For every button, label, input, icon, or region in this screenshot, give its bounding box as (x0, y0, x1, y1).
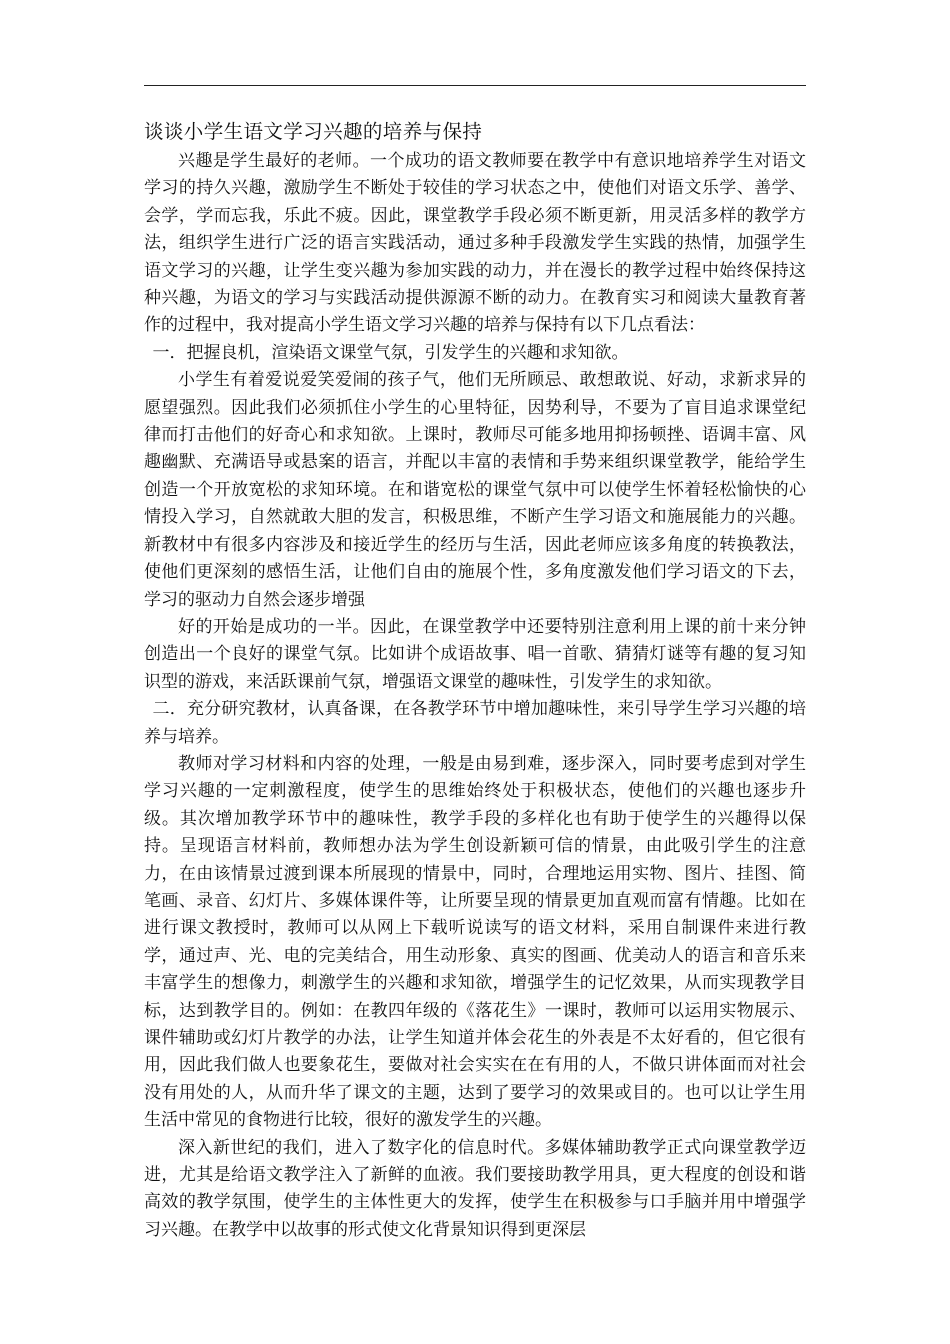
section-2-paragraph-1: 教师对学习材料和内容的处理，一般是由易到难，逐步深入，同时要考虑到对学生学习兴趣的一定刺激程度，使学生的思维始终处于积极状态，使他们的兴趣也逐步升级。其次增加教学环节中的趣味性，教学手段的多样化也有助于使学生的兴趣得以保持。呈现语言材料前，教师想办法为学生创设新颖可信的情景，由此吸引学生的注意力，在由该情景过渡到课本所展现的情景中，同时，合理地运用实物、图片、挂图、简笔画、录音、幻灯片、多媒体课件等，让所要呈现的情景更加直观而富有情趣。比如在进行课文教授时，教师可以从网上下载听说读写的语文材料，采用自制课件来进行教学，通过声、光、电的完美结合，用生动形象、真实的图画、优美动人的语言和音乐来丰富学生的想像力，刺激学生的兴趣和求知欲，增强学生的记忆效果，从而实现教学目标，达到教学目的。例如：在教四年级的《落花生》一课时，教师可以运用实物展示、课件辅助或幻灯片教学的办法，让学生知道并体会花生的外表是不太好看的，但它很有用，因此我们做人也要象花生，要做对社会实实在在有用的人，不做只讲体面而对社会没有用处的人，从而升华了课文的主题，达到了要学习的效果或目的。也可以让学生用生活中常见的食物进行比较，很好的激发学生的兴趣。 (144, 753, 806, 1131)
header-rule (144, 85, 806, 86)
section-heading-1: 一．把握良机，渲染语文课堂气氛，引发学生的兴趣和求知欲。 (152, 342, 629, 363)
section-1-paragraph-1: 小学生有着爱说爱笑爱闹的孩子气，他们无所顾忌、敢想敢说、好动，求新求异的愿望强烈。因此我们必须抓住小学生的心里特征，因势利导，不要为了盲目追求课堂纪律而打击他们的好奇心和求知欲。上课时，教师尽可能多地用抑扬顿挫、语调丰富、风趣幽默、充满语导或悬案的语言，并配以丰富的表情和手势来组织课堂教学，能给学生创造一个开放宽松的求知环境。在和谐宽松的课堂气氛中可以使学生怀着轻松愉快的心情投入学习，自然就敢大胆的发言，积极思维，不断产生学习语文和施展能力的兴趣。新教材中有很多内容涉及和接近学生的经历与生活，因此老师应该多角度的转换教法，使他们更深刻的感悟生活，让他们自由的施展个性，多角度激发他们学习语文的下去，学习的驱动力自然会逐步增强 (144, 370, 806, 610)
document-title: 谈谈小学生语文学习兴趣的培养与保持 (144, 120, 483, 143)
document-body (144, 116, 806, 1244)
section-heading-2: 二．充分研究教材，认真备课，在各教学环节中增加趣味性，来引导学生学习兴趣的培养与培养。 (144, 699, 806, 747)
intro-paragraph: 兴趣是学生最好的老师。一个成功的语文教师要在教学中有意识地培养学生对语文学习的持久兴趣，激励学生不断处于较佳的学习状态之中，使他们对语文乐学、善学、会学，学而忘我，乐此不疲。因此，课堂教学手段必须不断更新，用灵活多样的教学方法，组织学生进行广泛的语言实践活动，通过多种手段激发学生实践的热情，加强学生语文学习的兴趣，让学生变兴趣为参加实践的动力，并在漫长的教学过程中始终保持这种兴趣，为语文的学习与实践活动提供源源不断的动力。在教育实习和阅读大量教育著作的过程中，我对提高小学生语文学习兴趣的培养与保持有以下几点看法： (144, 151, 806, 336)
section-2-paragraph-2: 深入新世纪的我们，进入了数字化的信息时代。多媒体辅助教学正式向课堂教学迈进，尤其是给语文教学注入了新鲜的血液。我们要接助教学用具，更大程度的创设和谐高效的教学氛围，使学生的主体性更大的发挥，使学生在积极参与口手脑并用中增强学习兴趣。在教学中以故事的形式使文化背景知识得到更深层 (144, 1137, 806, 1240)
section-1-paragraph-2: 好的开始是成功的一半。因此，在课堂教学中还要特别注意利用上课的前十来分钟创造出一个良好的课堂气氛。比如讲个成语故事、唱一首歌、猜猜灯谜等有趣的复习知识型的游戏，来活跃课前气氛，增强语文课堂的趣味性，引发学生的求知欲。 (144, 616, 806, 692)
